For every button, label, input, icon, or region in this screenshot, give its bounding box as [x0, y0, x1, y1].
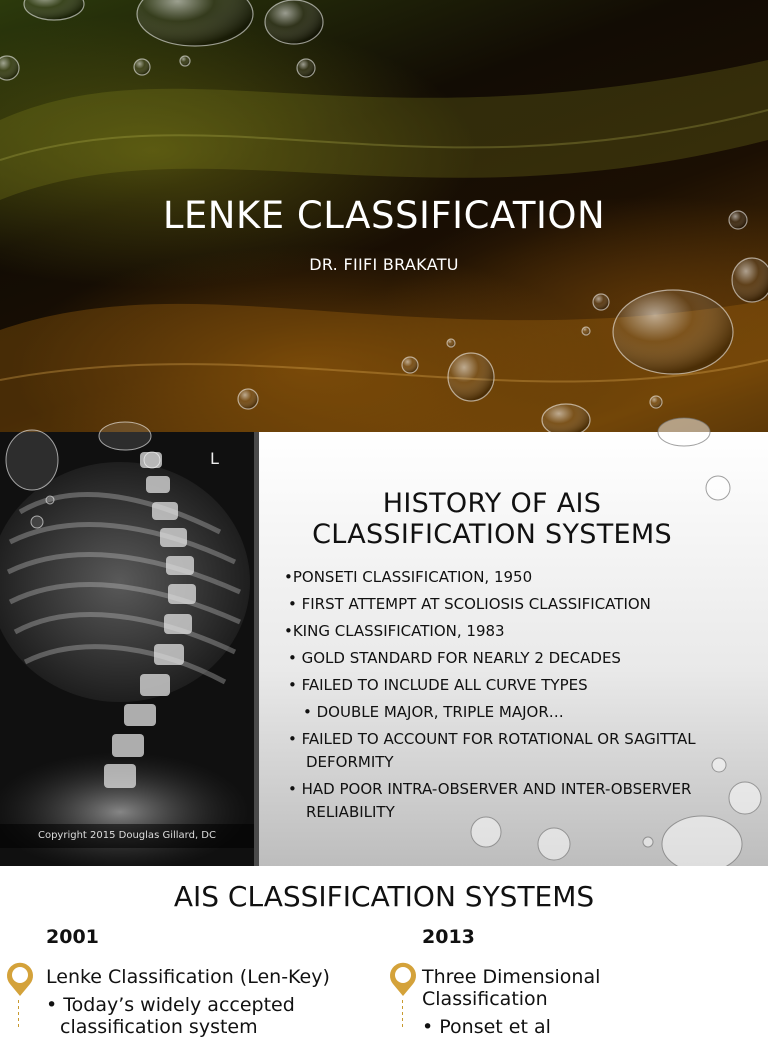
location-pin-icon [5, 962, 35, 998]
timeline-connector [18, 1000, 19, 1030]
3d-item-title-line2: Classification [422, 988, 548, 1010]
bullet-item [284, 566, 704, 589]
slide-title: LENKE CLASSIFICATION [162, 194, 606, 237]
3d-item-bullet-text: Ponset et al [439, 1016, 551, 1038]
bullet-text: FIRST ATTEMPT AT SCOLIOSIS CLASSIFICATION [301, 595, 651, 613]
3d-item-bullet: • Ponset et al [422, 1016, 551, 1038]
history-slide [0, 432, 768, 866]
bullet-text: HAD POOR INTRA-OBSERVER AND INTER-OBSERVER RELIABILITY [301, 780, 692, 821]
slide-title-line2: CLASSIFICATION SYSTEMS [312, 519, 672, 550]
slide-title: AIS CLASSIFICATION SYSTEMS [173, 880, 595, 913]
image-copyright: Copyright 2015 Douglas Gillard, DC [0, 824, 254, 848]
bullet-item [284, 620, 704, 643]
title-slide [0, 0, 768, 432]
bullet-item: • HAD POOR INTRA-OBSERVER AND INTER-OBSERVER RELIABILITY [288, 780, 692, 821]
bullet-text: FAILED TO ACCOUNT FOR ROTATIONAL OR SAGITTAL DEFORMITY [301, 730, 696, 771]
bullet-item: • FAILED TO ACCOUNT FOR ROTATIONAL OR SAGITTAL DEFORMITY [288, 730, 696, 771]
bullet-text: FAILED TO INCLUDE ALL CURVE TYPES [301, 676, 588, 694]
location-pin-icon [388, 962, 418, 998]
timeline-year-2001: 2001 [46, 926, 99, 948]
timeline-year-2013: 2013 [422, 926, 475, 948]
bullet-text: •KING CLASSIFICATION, 1983 [284, 622, 505, 640]
xray-side-marker: L [210, 449, 219, 468]
bullet-text: DOUBLE MAJOR, TRIPLE MAJOR… [316, 703, 564, 721]
bullet-text: GOLD STANDARD FOR NEARLY 2 DECADES [301, 649, 621, 667]
bullet-list [284, 566, 704, 828]
slide-title-line1: HISTORY OF AIS [382, 488, 602, 519]
bullet-text: •PONSETI CLASSIFICATION, 1950 [284, 568, 533, 586]
bullet-item: • GOLD STANDARD FOR NEARLY 2 DECADES [288, 649, 621, 667]
3d-item-title [422, 966, 600, 1010]
presenter-name: DR. FIIFI BRAKATU [309, 255, 459, 274]
bullet-item: • DOUBLE MAJOR, TRIPLE MAJOR… [303, 703, 564, 721]
3d-item-title-line1: Three Dimensional [422, 966, 601, 988]
lenke-item-bullet-text: Today’s widely accepted classification system [60, 994, 295, 1038]
lenke-item-bullet: • Today’s widely accepted classification system [46, 994, 295, 1038]
lenke-item-title: Lenke Classification (Len-Key) [46, 966, 330, 988]
bullet-item: • FIRST ATTEMPT AT SCOLIOSIS CLASSIFICATION [288, 595, 651, 613]
bullet-item: • FAILED TO INCLUDE ALL CURVE TYPES [288, 676, 588, 694]
slide-title [262, 488, 722, 550]
ais-systems-slide [0, 866, 768, 1038]
timeline-connector [402, 1000, 403, 1030]
